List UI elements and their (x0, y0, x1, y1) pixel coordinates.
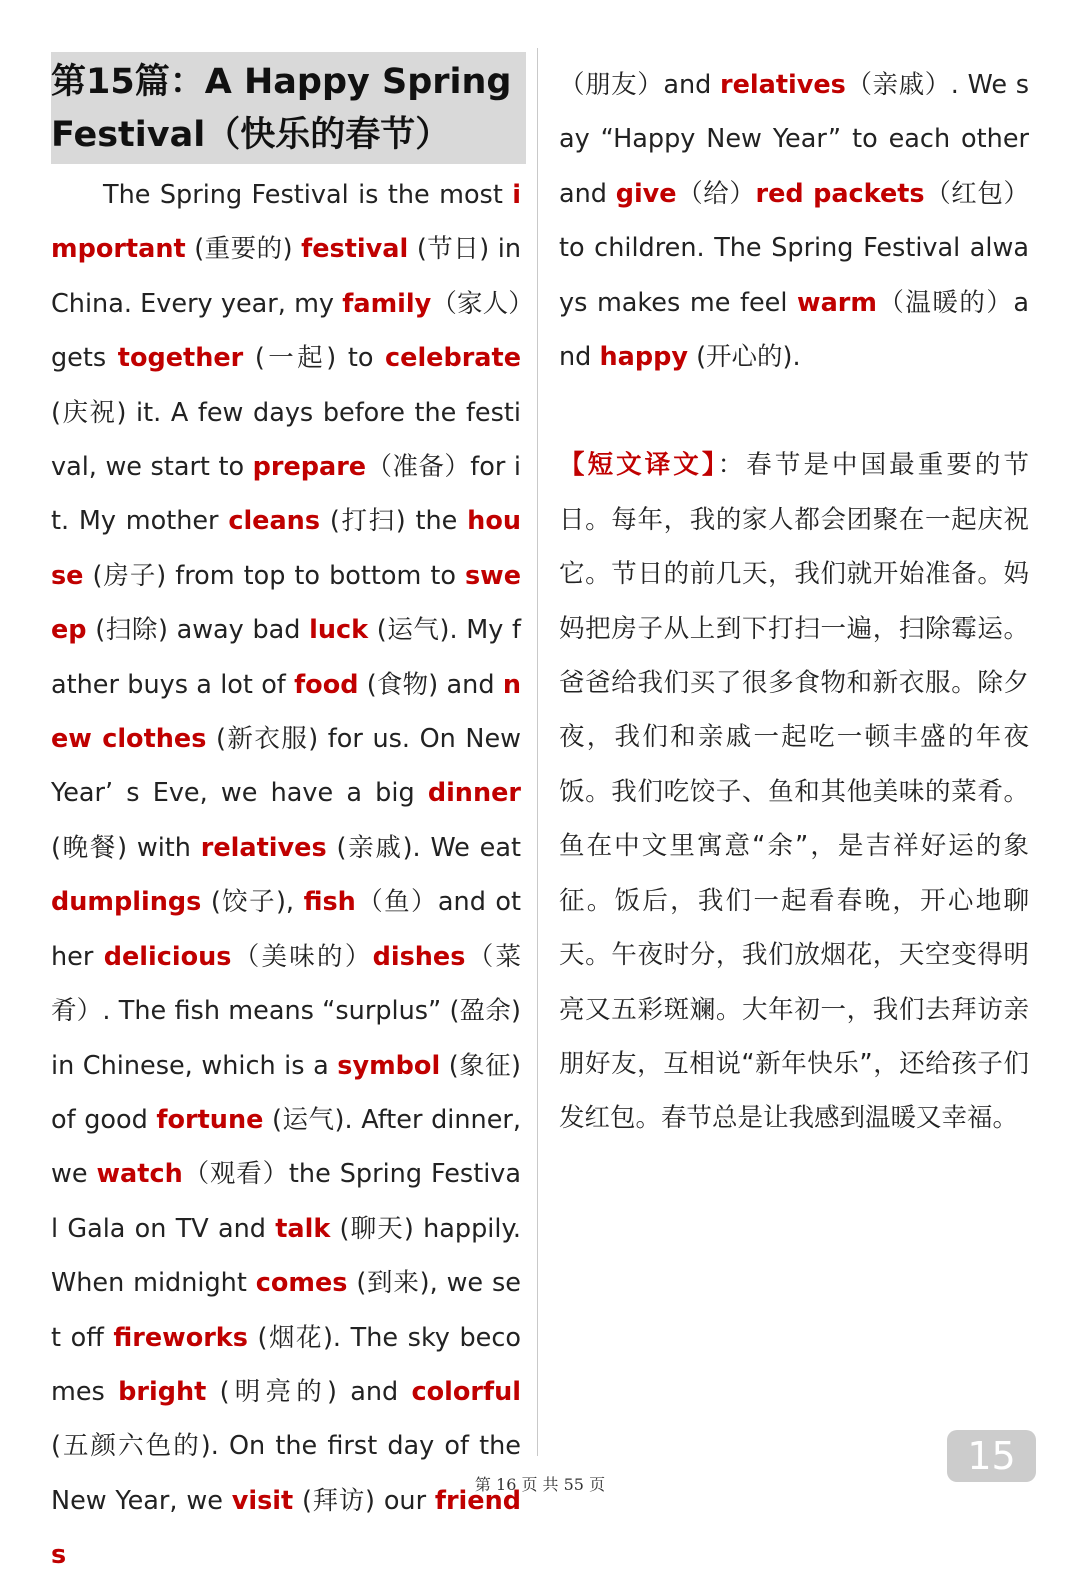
passage-text: (晚餐) with (51, 832, 201, 863)
vocab-word: talk (275, 1213, 331, 1244)
passage-text: （准备）for it. My mother (51, 452, 521, 537)
vocab-word: family (342, 288, 432, 319)
passage-text: (到来), we set off (51, 1268, 521, 1353)
vocab-word: delicious (103, 941, 232, 972)
passage-text: （鱼）and other (51, 887, 522, 972)
vocab-word: luck (309, 615, 369, 646)
passage-text: (一起) to (243, 343, 386, 374)
passage-text: (食物) and (358, 669, 503, 700)
vocab-word: watch (96, 1159, 183, 1190)
passage-text: （红包）to children. The Spring Festival always makes me feel (559, 178, 1029, 318)
spacer (559, 384, 1029, 438)
vocab-word: relatives (720, 70, 846, 100)
vocab-word: fireworks (113, 1322, 248, 1353)
vocab-word: festival (301, 234, 409, 265)
left-column (51, 52, 521, 1583)
passage-text: (饺子), (201, 887, 304, 918)
passage-text: (烟花). The sky becomes (51, 1322, 521, 1407)
passage-text: (打扫) the (320, 506, 468, 537)
vocab-word: warm (797, 287, 877, 318)
passage-text: （朋友）and (559, 70, 721, 100)
vocab-word: sweep (51, 560, 521, 646)
page-footer: 第 16 页 共 55 页 (474, 1475, 606, 1494)
vocab-word: symbol (337, 1050, 441, 1081)
passage-text: (五颜六色的). On the first day of the New Year, we (51, 1431, 521, 1516)
passage-text: （菜肴）. The fish means “surplus” (盈余) in Chinese, which is a (51, 941, 521, 1081)
passage-text: (运气). After dinner, we (51, 1104, 521, 1190)
translation-section (559, 438, 1029, 1145)
vocab-word: dumplings (51, 887, 202, 918)
passage-text: （温暖的）and (559, 287, 1029, 373)
vocab-word: important (51, 180, 521, 265)
vocab-word: visit (231, 1485, 294, 1516)
passage-text: (庆祝) it. A few days before the festival, we start to (51, 397, 521, 483)
article-title: 第15篇：A Happy Spring Festival（快乐的春节） (51, 52, 526, 164)
vocab-word: red packets (755, 178, 925, 209)
vocab-word: new clothes (51, 669, 521, 755)
passage-text: (重要的) (185, 234, 302, 265)
translation-label: 【短文译文】 (559, 450, 718, 481)
vocab-word: together (117, 343, 244, 374)
vocab-word: food (294, 669, 359, 700)
passage-text: (节日) in China. Every year, my (51, 234, 522, 319)
vocab-word: bright (118, 1376, 207, 1407)
passage-text: （亲戚）. We say “Happy New Year” to each other and (559, 70, 1029, 209)
passage-text: (聊天) happily. When midnight (51, 1213, 522, 1299)
translation-text: ：春节是中国最重要的节日。每年，我的家人都会团聚在一起庆祝它。节日的前几天，我们就开始准备。妈妈把房子从上到下打扫一遍，扫除霉运。爸爸给我们买了很多食物和新衣服。除夕夜，我们和亲戚一起吃一顿丰盛的年夜饭。我们吃饺子、鱼和其他美味的菜肴。鱼在中文里寓意“余”，是吉祥好运的象征。饭后，我们一起看春晚，开心地聊天。午夜时分，我们放烟花，天空变得明亮又五彩斑斓。大年初一，我们去拜访亲朋好友，互相说“新年快乐”，还给孩子们发红包。春节总是让我感到温暖又幸福。 (559, 450, 1029, 1134)
passage-text: （家人）gets (51, 288, 521, 374)
vocab-word: celebrate (385, 343, 521, 374)
passage-text: (新衣服) for us. On New Year’ s Eve, we have a big (51, 724, 521, 809)
passage-text: (房子) from top to bottom to (83, 560, 465, 591)
vocab-word: give (615, 178, 677, 209)
vocab-word: cleans (228, 506, 321, 537)
passage-text: （给） (676, 178, 756, 209)
passage-text: （观看）the Spring Festival Gala on TV and (51, 1159, 521, 1244)
vocab-word: prepare (252, 452, 367, 483)
vocab-word: friends (51, 1485, 522, 1571)
vocab-word: comes (255, 1268, 348, 1299)
english-passage-continued (559, 58, 1029, 384)
vocab-word: dinner (427, 778, 521, 809)
passage-text: (亲戚). We eat (326, 832, 521, 863)
vocab-word: relatives (200, 832, 327, 863)
page-number-badge: 15 (947, 1430, 1036, 1482)
passage-text: (象征) of good (51, 1050, 521, 1135)
passage-text: The Spring Festival is the most (103, 180, 513, 210)
passage-text: (运气). My father buys a lot of (51, 615, 521, 700)
passage-text: （美味的） (231, 941, 373, 972)
right-column (559, 58, 1029, 1146)
passage-text: (明亮的) and (206, 1376, 412, 1407)
column-divider (537, 48, 538, 1456)
vocab-word: happy (599, 342, 688, 373)
vocab-word: dishes (372, 941, 466, 972)
passage-text: (扫除) away bad (86, 615, 310, 646)
passage-text: (拜访) our (293, 1485, 435, 1516)
passage-text: (开心的). (687, 342, 801, 373)
vocab-word: colorful (411, 1376, 521, 1407)
vocab-word: fortune (156, 1104, 264, 1135)
english-passage (51, 168, 521, 1583)
vocab-word: house (51, 506, 521, 591)
vocab-word: fish (303, 887, 356, 918)
